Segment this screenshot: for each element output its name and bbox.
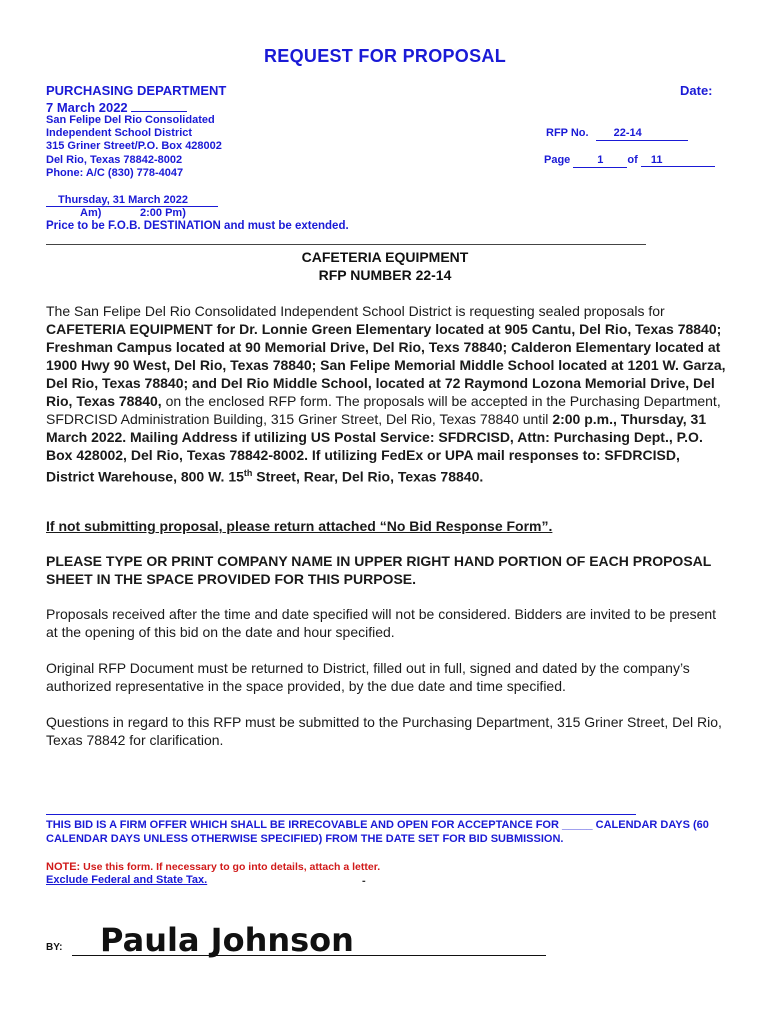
address-line: Del Rio, Texas 78842-8002: [46, 153, 183, 166]
original-notice: Original RFP Document must be returned to District, filled out in full, signed and dated by the company’s authorized representative in the space provided, by the due date and time specified.: [46, 660, 690, 694]
page-count-field: [544, 154, 715, 168]
page-total: 11: [641, 154, 715, 167]
address-line: 315 Griner Street/P.O. Box 428002: [46, 140, 222, 153]
rfp-number-label: RFP No.: [546, 127, 589, 139]
type-notice: PLEASE TYPE OR PRINT COMPANY NAME IN UPPER RIGHT HAND PORTION OF EACH PROPOSAL SHEET IN THE SPACE PROVIDED FOR THIS PURPOSE.: [46, 553, 712, 587]
intro-delivery: on the enclosed RFP form. The proposals will be accepted in the Purchasing Department, SFDRCISD Administration Building, 315 Griner Street, Del Rio, Texas 78840 until: [46, 393, 721, 427]
date-label: Date:: [680, 83, 713, 98]
intro-locations: CAFETERIA EQUIPMENT for Dr. Lonnie Green Elementary located at 905 Cantu, Del Rio, Texas 78840; Freshman Campus located at 90 Memorial Drive, Del Rio, Texs 78840; Calderon Elementary located at 1900 Hwy 90 West, Del Rio, Texas 78840; San Felipe Memorial Middle School located at 1201 W. Garza, Del Rio, Texas 78840; and Del Rio Middle School, located at 72 Raymond Lozona Memorial Drive, Del Rio, Texas 78840,: [46, 321, 726, 409]
page-label: Page: [544, 154, 571, 166]
intro-paragraph: [46, 302, 726, 486]
dash-mark: -: [362, 875, 366, 887]
date-field[interactable]: [46, 98, 187, 115]
date-underline: [131, 98, 187, 112]
section-heading: CAFETERIA EQUIPMENT: [301, 249, 469, 265]
late-notice: Proposals received after the time and date specified will not be considered. Bidders are invited to be present at the opening of this bid on the date and hour specified.: [46, 606, 717, 640]
fob-notice: Price to be F.O.B. DESTINATION and must be extended.: [46, 220, 349, 232]
footer-divider: [46, 814, 636, 815]
page-title: REQUEST FOR PROPOSAL: [263, 46, 507, 66]
note-line: [46, 860, 380, 874]
header-divider: [46, 244, 646, 245]
questions-notice: Questions in regard to this RFP must be submitted to the Purchasing Department, 315 Griner Street, Del Rio, Texas 78842 for clarification.: [46, 714, 722, 748]
due-pm: 2:00 Pm): [140, 207, 186, 219]
department-label: PURCHASING DEPARTMENT: [46, 83, 227, 98]
address-line: Phone: A/C (830) 778-4047: [46, 166, 184, 179]
intro-end: Street, Rear, Del Rio, Texas 78840.: [252, 468, 484, 485]
no-bid-notice: If not submitting proposal, please return attached “No Bid Response Form”.: [46, 518, 553, 534]
intro-text: The San Felipe Del Rio Consolidated Independent School District is requesting sealed proposals for: [46, 303, 665, 319]
date-value: 7 March 2022: [46, 100, 128, 115]
intro-deadline: 2:00 p.m., Thursday, 31 March 2022. Mailing Address if utilizing US Postal Service: SFDRCISD, Attn: Purchasing Dept., P.O. Box 428002, Del Rio, Texas 78842-8002. If utilizing FedEx or UPA mail responses to: SFDRCISD, District Warehouse, 800 W. 15: [46, 411, 707, 485]
due-am: Am): [80, 207, 102, 219]
rfp-number-value: [596, 127, 688, 141]
rfp-number-field: [546, 127, 688, 141]
note-text: Use this form. If necessary to go into details, attach a letter.: [80, 861, 381, 873]
by-label: BY:: [46, 942, 63, 953]
due-date: Thursday, 31 March 2022: [46, 194, 218, 207]
of-label: of: [627, 154, 638, 166]
due-date-field: [46, 194, 218, 207]
exclude-tax: Exclude Federal and State Tax.: [46, 874, 208, 886]
district-address: [46, 114, 222, 180]
address-line: Independent School District: [46, 127, 193, 140]
intro-sup: th: [243, 468, 253, 478]
section-subheading: RFP NUMBER 22-14: [318, 267, 452, 283]
firm-offer-notice: THIS BID IS A FIRM OFFER WHICH SHALL BE IRRECOVABLE AND OPEN FOR ACCEPTANCE FOR _____ CALENDAR DAYS (60 CALENDAR DAYS UNLESS OTHERWISE SPECIFIED) FROM THE DATE SET FOR BID SUBMISSION.: [46, 819, 709, 845]
page-number: 1: [573, 154, 627, 168]
rfp-number-text: 22-14: [613, 127, 642, 139]
address-line: San Felipe Del Rio Consolidated: [46, 114, 215, 126]
note-label: NOTE:: [46, 861, 81, 873]
signature[interactable]: Paula Johnson: [100, 921, 354, 959]
